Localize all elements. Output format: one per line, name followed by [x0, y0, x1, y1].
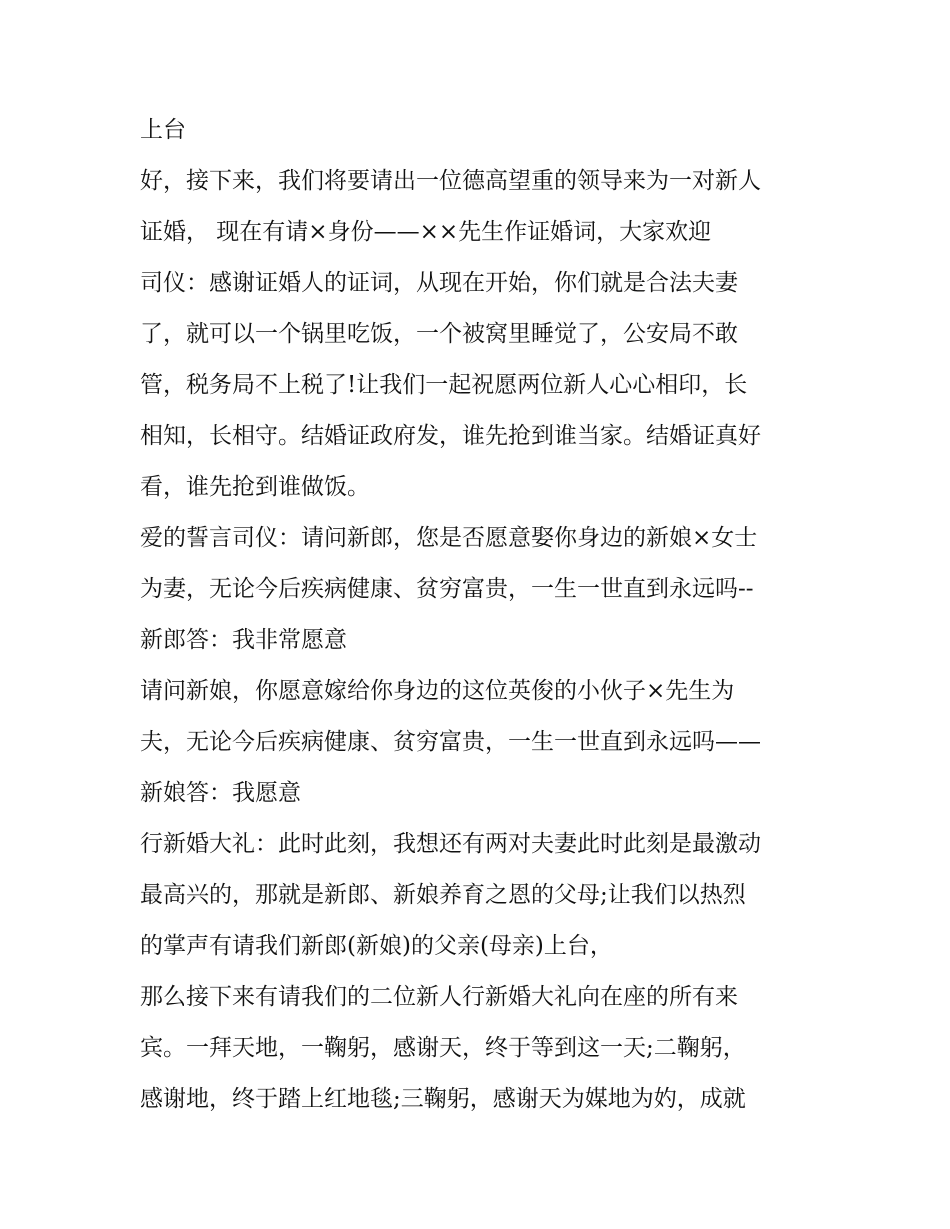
text-line: 证婚， 现在有请×身份——××先生作证婚词，大家欢迎	[140, 219, 712, 245]
text-line: 爱的誓言司仪：请问新郎，您是否愿意娶你身边的新娘×女士	[140, 525, 758, 551]
text-line: 请问新娘，你愿意嫁给你身边的这位英俊的小伙子×先生为	[140, 678, 735, 704]
text-line: 了，就可以一个锅里吃饭，一个被窝里睡觉了，公安局不敢	[140, 321, 738, 347]
text-line: 行新婚大礼：此时此刻，我想还有两对夫妻此时此刻是最激动	[140, 831, 761, 857]
text-line: 的掌声有请我们新郎(新娘)的父亲(母亲)上台，	[140, 933, 613, 959]
text-line: 相知，长相守。结婚证政府发，谁先抢到谁当家。结婚证真好	[140, 423, 761, 449]
text-line: 为妻，无论今后疾病健康、贫穷富贵，一生一世直到永远吗--	[140, 576, 754, 602]
text-line: 新娘答：我愿意	[140, 780, 301, 806]
text-line: 宾。一拜天地，一鞠躬，感谢天，终于等到这一天;二鞠躬，	[140, 1035, 746, 1061]
text-line: 感谢地，终于踏上红地毯;三鞠躬，感谢天为媒地为妁，成就	[140, 1086, 746, 1112]
text-line: 管，税务局不上税了!让我们一起祝愿两位新人心心相印，长	[140, 372, 748, 398]
text-line: 最高兴的，那就是新郎、新娘养育之恩的父母;让我们以热烈	[140, 882, 746, 908]
text-line: 好，接下来，我们将要请出一位德高望重的领导来为一对新人	[140, 168, 761, 194]
text-line: 司仪：感谢证婚人的证词，从现在开始，你们就是合法夫妻	[140, 270, 738, 296]
text-line: 新郎答：我非常愿意	[140, 627, 347, 653]
text-line: 上台	[140, 117, 186, 143]
text-line: 看，谁先抢到谁做饭。	[140, 474, 370, 500]
text-line: 那么接下来有请我们的二位新人行新婚大礼向在座的所有来	[140, 984, 738, 1010]
text-line: 夫，无论今后疾病健康、贫穷富贵，一生一世直到永远吗——	[140, 729, 761, 755]
